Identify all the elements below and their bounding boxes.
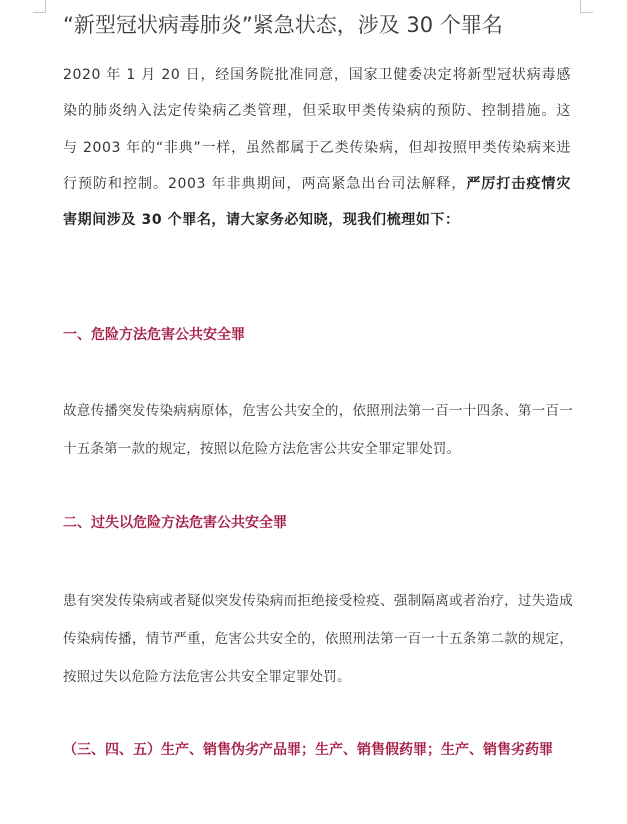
section-body: 患有突发传染病或者疑似突发传染病而拒绝接受检疫、强制隔离或者治疗，过失造成传染病传播，情节严重，危害公共安全的，依照刑法第一百一十五条第二款的规定，按照过失以危险方法危害公共安全罪定罪处罚。	[63, 593, 573, 685]
intro-paragraph	[63, 57, 571, 238]
section-body: 故意传播突发传染病病原体，危害公共安全的，依照刑法第一百一十四条、第一百一十五条第一款的规定，按照以危险方法危害公共安全罪定罪处罚。	[63, 403, 573, 457]
intro-text: 2020 年 1 月 20 日，经国务院批准同意，国家卫健委决定将新型冠状病毒感染的肺炎纳入法定传染病乙类管理，但采取甲类传染病的预防、控制措施。这与 2003 年的“非典”一样，虽然都属于乙类传染病，但却按照甲类传染病来进行预防和控制。2003 年非典期间，两高紧急出台司法解释，	[63, 67, 571, 192]
page-title: “新型冠状病毒肺炎”紧急状态，涉及 30 个罪名	[63, 13, 503, 37]
intro-bold-text: 严厉打击疫情灾害期间涉及 30 个罪名，请大家务必知晓，现我们梳理如下：	[63, 175, 572, 229]
section-heading: 一、危险方法危害公共安全罪	[63, 327, 245, 343]
section-heading: 二、过失以危险方法危害公共安全罪	[63, 515, 287, 531]
section-heading: （三、四、五）生产、销售伪劣产品罪；生产、销售假药罪；生产、销售劣药罪	[63, 742, 553, 758]
page-corner-mark-left	[33, 0, 46, 13]
